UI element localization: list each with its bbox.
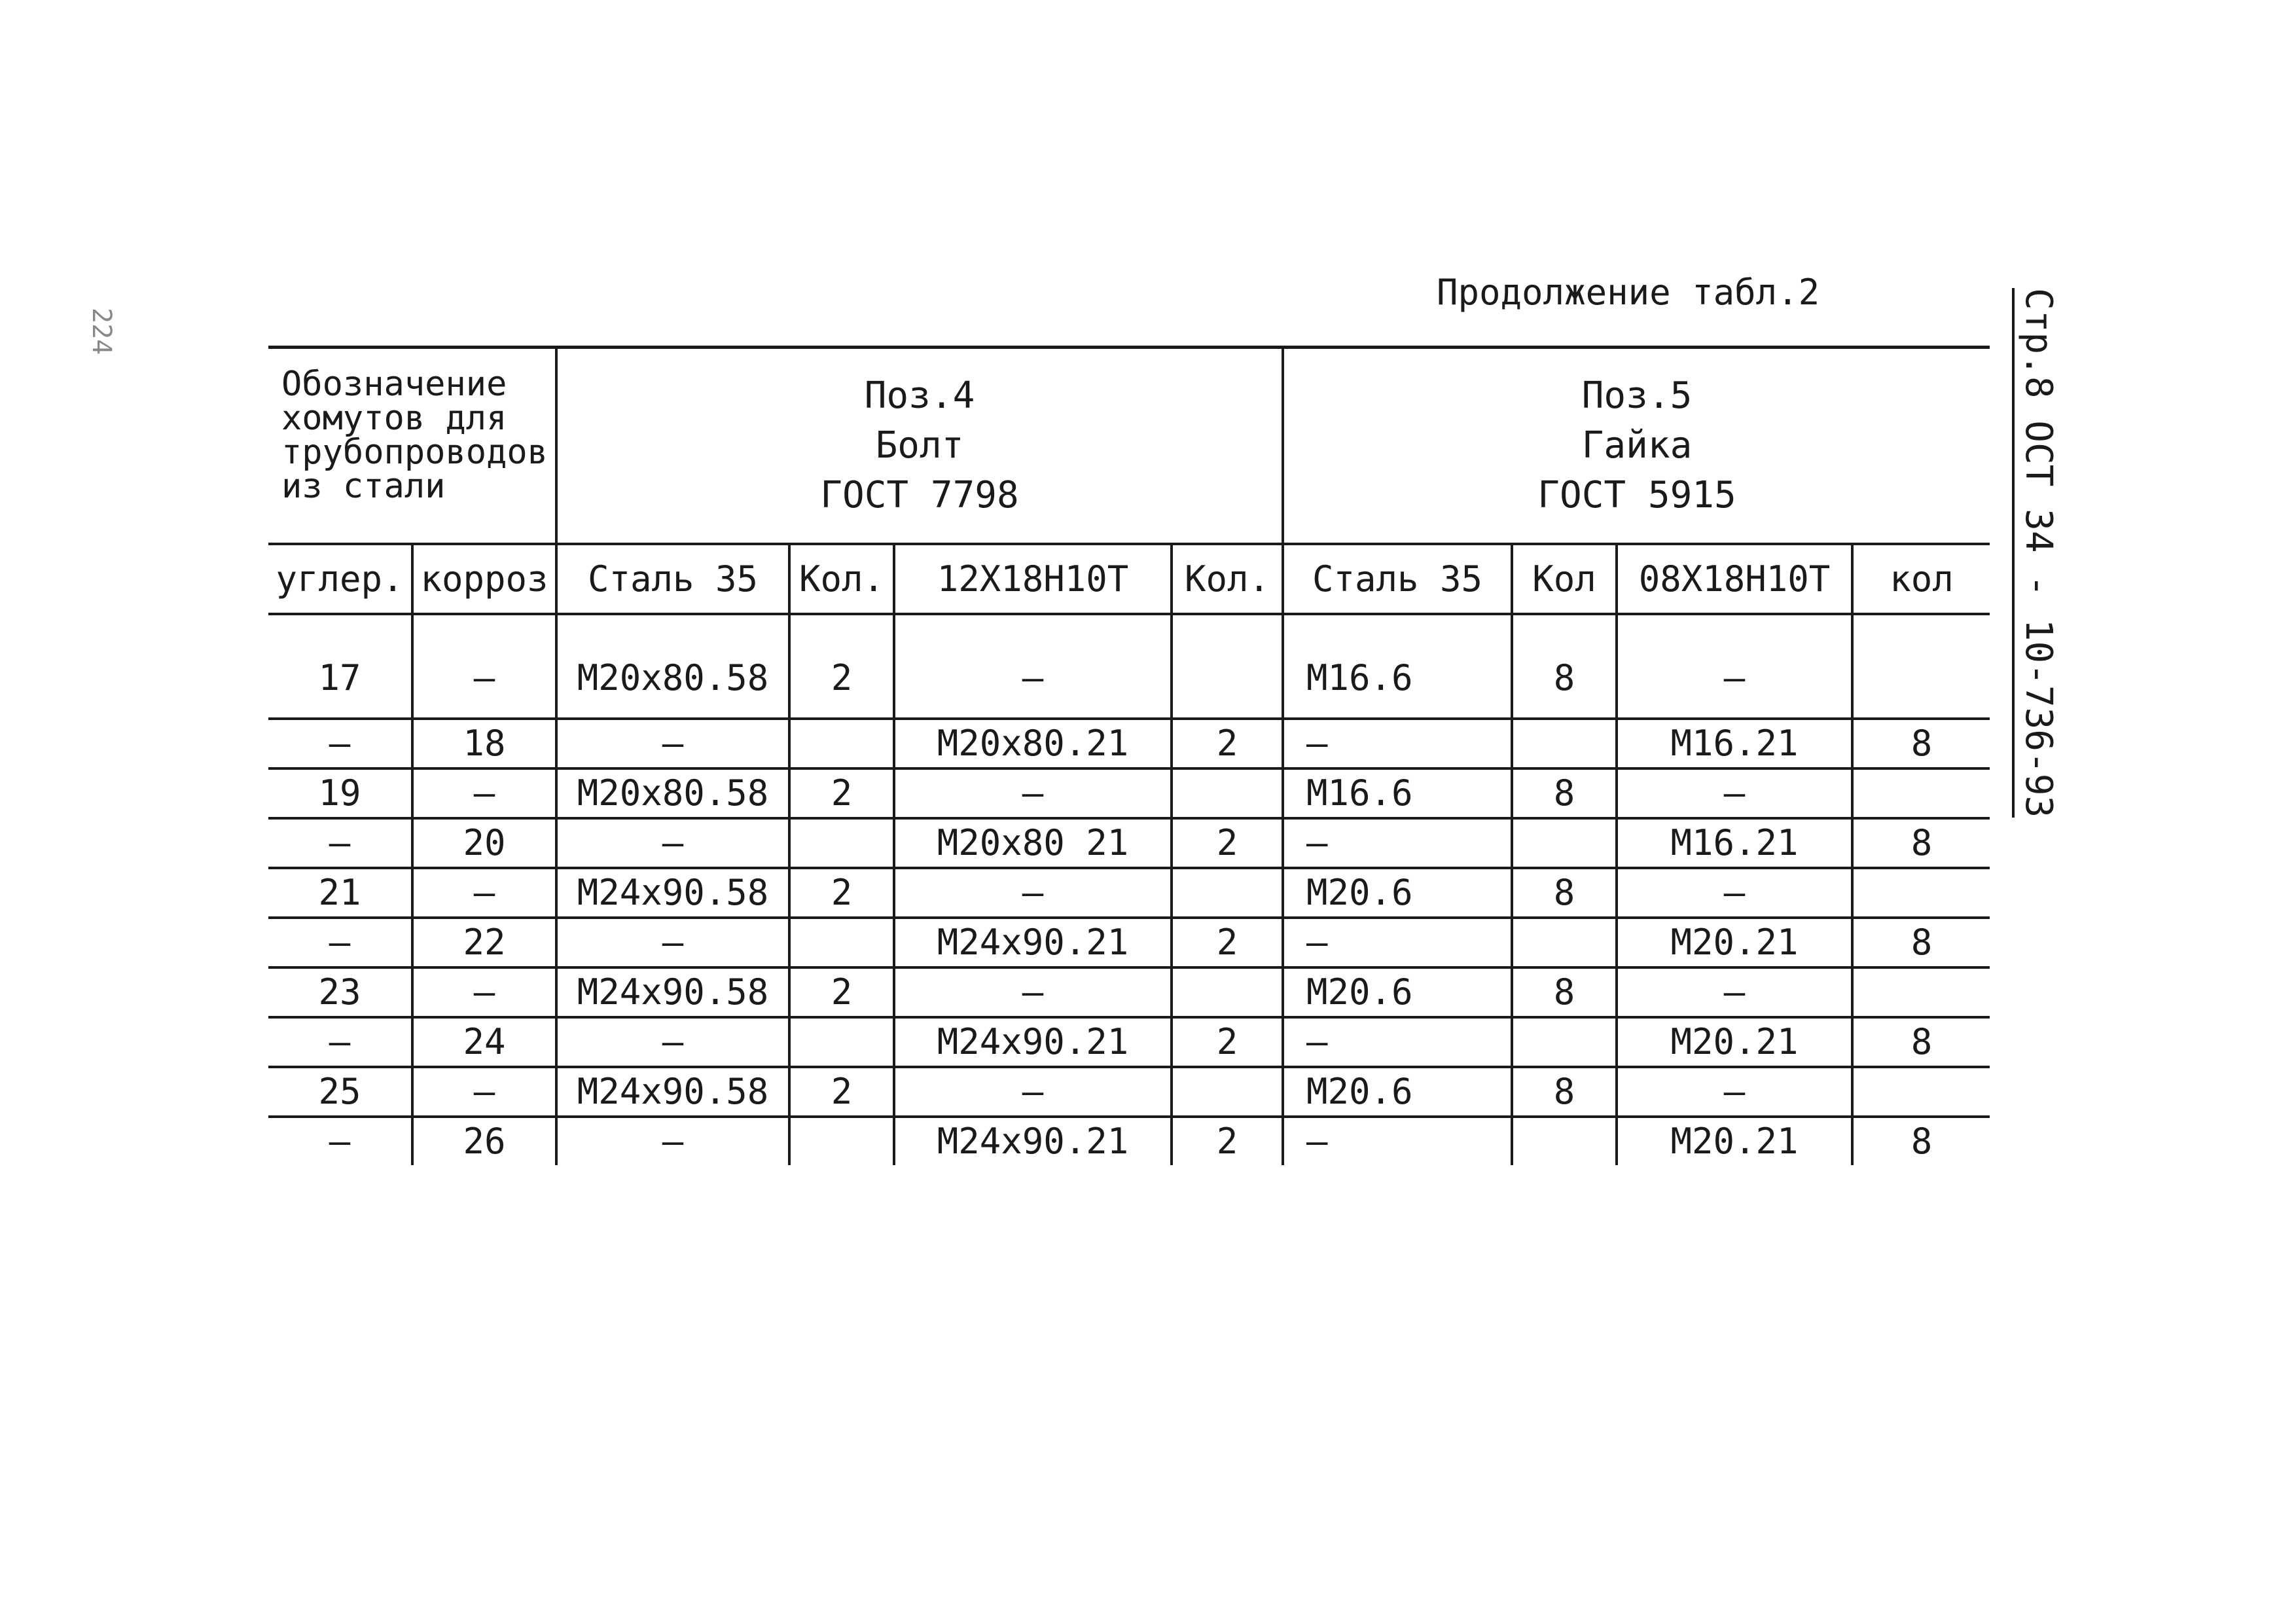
table-cell: [1852, 967, 1990, 1017]
table-cell: –: [894, 868, 1172, 918]
table-row: [268, 768, 1990, 818]
table-cell: 2: [789, 967, 894, 1017]
table-cell: 2: [1172, 918, 1283, 967]
table-cell: [789, 719, 894, 768]
table-cell: [1852, 614, 1990, 719]
page-number: 224: [86, 308, 117, 355]
table-cell: [1852, 768, 1990, 818]
pos4-header: [556, 348, 1283, 545]
table-cell: –: [412, 967, 556, 1017]
table-cell: –: [268, 1117, 412, 1165]
table-cell: –: [1283, 818, 1512, 868]
table-row: [268, 719, 1990, 768]
table-cell: М16.6: [1283, 768, 1512, 818]
table-cell: 8: [1852, 719, 1990, 768]
table-cell: –: [894, 614, 1172, 719]
table-cell: [1172, 768, 1283, 818]
table-cell: М24x90.58: [556, 967, 789, 1017]
table-cell: –: [1283, 918, 1512, 967]
table-cell: 20: [412, 818, 556, 868]
table-cell: М24x90.21: [894, 1017, 1172, 1067]
table-cell: [1512, 1017, 1617, 1067]
designation-header-line: из стали: [281, 467, 446, 506]
document-code-text: Стр.8 ОСТ 34 - 10-736-93: [2012, 288, 2060, 818]
column-header: углер.: [268, 544, 412, 614]
table-cell: 2: [789, 868, 894, 918]
pos4-gost: ГОСТ 7798: [820, 474, 1019, 516]
table-cell: [1512, 1117, 1617, 1165]
column-header: 08Х18Н10Т: [1617, 544, 1852, 614]
table-cell: 22: [412, 918, 556, 967]
spec-table: [268, 346, 1990, 1165]
table-cell: [1172, 967, 1283, 1017]
table-row: [268, 918, 1990, 967]
table-cell: М16.21: [1617, 818, 1852, 868]
pos5-gost: ГОСТ 5915: [1537, 474, 1736, 516]
designation-header: [268, 348, 556, 545]
column-header: кол: [1852, 544, 1990, 614]
table-cell: [789, 818, 894, 868]
designation-header-line: хомутов для: [281, 399, 507, 438]
table-cell: –: [412, 868, 556, 918]
table-cell: 2: [789, 1067, 894, 1117]
table-cell: –: [412, 614, 556, 719]
table-cell: 2: [1172, 1017, 1283, 1067]
document-code: [2017, 288, 2060, 818]
header-row-top: [268, 348, 1990, 545]
table-cell: [789, 1117, 894, 1165]
table-cell: 2: [1172, 1117, 1283, 1165]
table-cell: –: [1283, 1017, 1512, 1067]
table-cell: 17: [268, 614, 412, 719]
table-row: [268, 1067, 1990, 1117]
pos5-header: [1283, 348, 1990, 545]
table-cell: –: [556, 719, 789, 768]
table-row: [268, 1017, 1990, 1067]
column-header: Кол.: [1172, 544, 1283, 614]
table-cell: –: [1617, 614, 1852, 719]
table-cell: М20.6: [1283, 1067, 1512, 1117]
table-cell: –: [1283, 1117, 1512, 1165]
table-cell: [1512, 818, 1617, 868]
table-cell: М24x90.58: [556, 1067, 789, 1117]
column-header: Кол: [1512, 544, 1617, 614]
table-cell: –: [556, 918, 789, 967]
table-cell: [1172, 1067, 1283, 1117]
table-cell: 21: [268, 868, 412, 918]
table-cell: М20x80.58: [556, 768, 789, 818]
table-cell: 8: [1852, 818, 1990, 868]
table-cell: 2: [789, 614, 894, 719]
table-cell: –: [412, 1067, 556, 1117]
table-cell: М24x90.21: [894, 918, 1172, 967]
table-cell: М20.6: [1283, 868, 1512, 918]
table-cell: 8: [1512, 967, 1617, 1017]
header-row-columns: [268, 544, 1990, 614]
table-cell: М20.6: [1283, 967, 1512, 1017]
table-cell: М20.21: [1617, 918, 1852, 967]
table-cell: М16.6: [1283, 614, 1512, 719]
table-cell: 8: [1512, 768, 1617, 818]
table-cell: –: [556, 1017, 789, 1067]
table-cell: –: [268, 818, 412, 868]
table-cell: –: [894, 768, 1172, 818]
table-cell: [789, 1017, 894, 1067]
table-cell: 25: [268, 1067, 412, 1117]
table-cell: –: [412, 768, 556, 818]
table-cell: [1172, 868, 1283, 918]
table-cell: [1852, 868, 1990, 918]
table-cell: 26: [412, 1117, 556, 1165]
column-header: 12Х18Н10Т: [894, 544, 1172, 614]
table-cell: 8: [1852, 1117, 1990, 1165]
table-cell: 2: [1172, 818, 1283, 868]
column-header: Сталь 35: [1283, 544, 1512, 614]
table-row: [268, 1117, 1990, 1165]
table-cell: [1512, 918, 1617, 967]
table-row: [268, 868, 1990, 918]
table-cell: –: [1617, 967, 1852, 1017]
table-cell: –: [268, 719, 412, 768]
table-cell: –: [556, 818, 789, 868]
table-cell: 23: [268, 967, 412, 1017]
table-cell: –: [894, 1067, 1172, 1117]
column-header: Кол.: [789, 544, 894, 614]
table-cell: [789, 918, 894, 967]
table-cell: М24x90.21: [894, 1117, 1172, 1165]
table-cell: М16.21: [1617, 719, 1852, 768]
table-cell: –: [268, 1017, 412, 1067]
designation-header-line: Обозначение: [281, 365, 507, 404]
table-cell: 2: [1172, 719, 1283, 768]
pos5-name: Гайка: [1581, 424, 1693, 467]
table-cell: –: [894, 967, 1172, 1017]
table-cell: 18: [412, 719, 556, 768]
table-cell: М20x80 21: [894, 818, 1172, 868]
table-cell: –: [1617, 868, 1852, 918]
table-row: [268, 967, 1990, 1017]
table-cell: –: [556, 1117, 789, 1165]
table-cell: М20.21: [1617, 1117, 1852, 1165]
designation-header-line: трубопроводов: [281, 433, 548, 472]
column-header: корроз: [412, 544, 556, 614]
table-continuation-caption: Продолжение табл.2: [1437, 272, 1820, 313]
table-cell: —: [1617, 768, 1852, 818]
table-cell: –: [1617, 1067, 1852, 1117]
table-cell: –: [268, 918, 412, 967]
table-cell: 2: [789, 768, 894, 818]
pos4-name: Болт: [875, 424, 964, 467]
table-row: [268, 818, 1990, 868]
table-cell: М20.21: [1617, 1017, 1852, 1067]
table-cell: 8: [1852, 1017, 1990, 1067]
table-cell: [1172, 614, 1283, 719]
table-row: [268, 614, 1990, 719]
table-cell: [1852, 1067, 1990, 1117]
table-cell: М20x80.58: [556, 614, 789, 719]
table-cell: [1512, 719, 1617, 768]
table-cell: 8: [1512, 1067, 1617, 1117]
table-cell: 19: [268, 768, 412, 818]
pos5-label: Поз.5: [1581, 374, 1693, 417]
table-cell: 8: [1512, 614, 1617, 719]
table-cell: М20x80.21: [894, 719, 1172, 768]
table-cell: –: [1283, 719, 1512, 768]
table-cell: 24: [412, 1017, 556, 1067]
table-cell: 8: [1512, 868, 1617, 918]
table-cell: 8: [1852, 918, 1990, 967]
table-cell: М24x90.58: [556, 868, 789, 918]
pos4-label: Поз.4: [864, 374, 975, 417]
column-header: Сталь 35: [556, 544, 789, 614]
